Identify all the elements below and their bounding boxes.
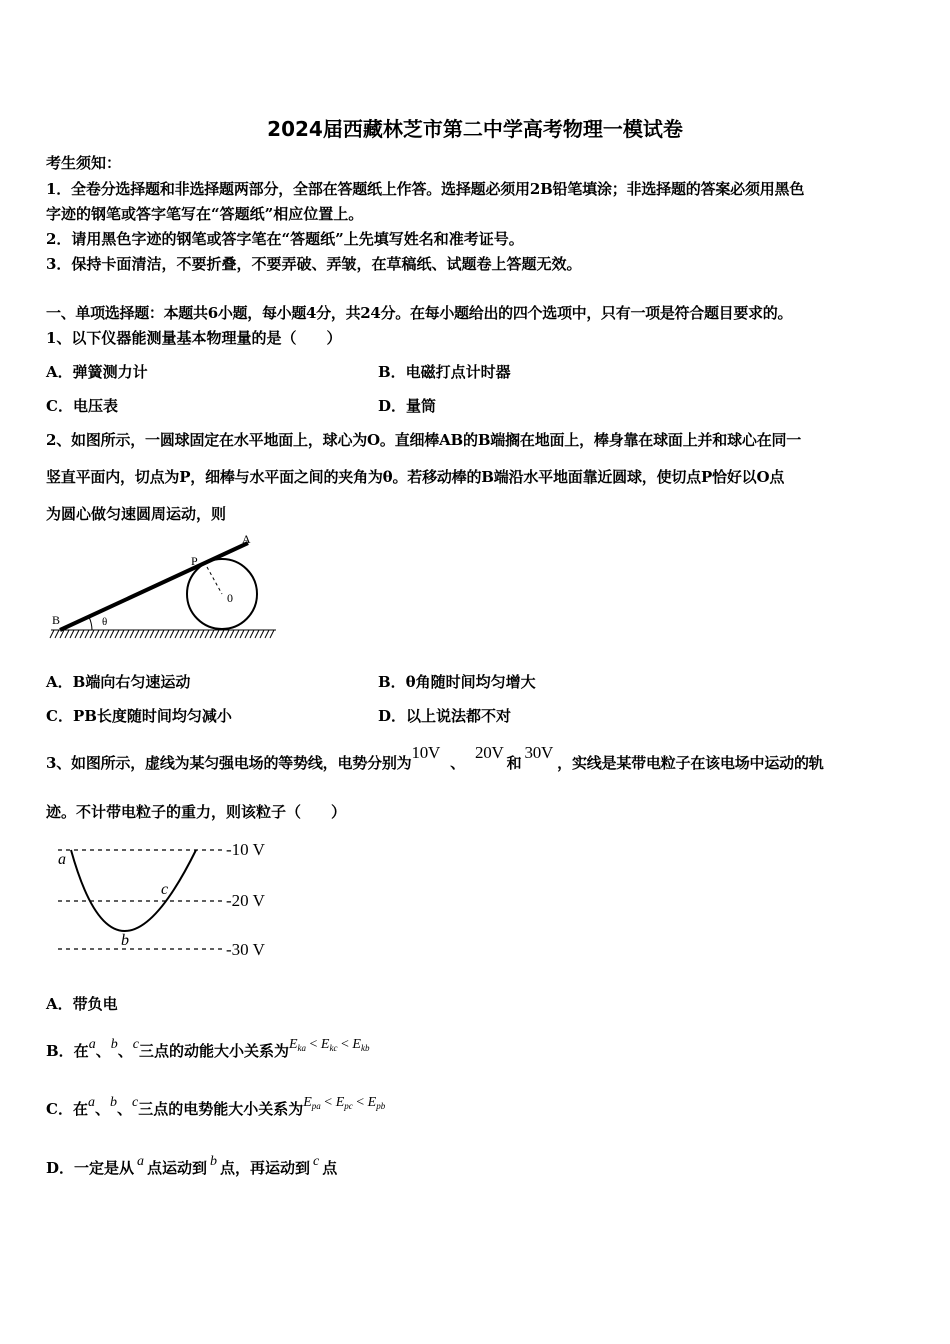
q3-stem-part-2: ，实线是某带电粒子在该电场中运动的轨	[557, 754, 824, 772]
q3-stem-part-1: 3、如图所示，虚线为某匀强电场的等势线，电势分别为	[46, 754, 412, 772]
q3-c-b: b	[109, 1095, 117, 1110]
hatch-mark	[110, 630, 114, 638]
q3-c-e2: E	[335, 1095, 345, 1110]
hatch-mark	[115, 630, 119, 638]
q3-c-e3: E	[367, 1095, 377, 1110]
hatch-mark	[255, 630, 259, 638]
hatch-mark	[75, 630, 79, 638]
page-title: 2024届西藏林芝市第二中学高考物理一模试卷	[267, 117, 683, 141]
q3-d-end: 点	[322, 1159, 338, 1177]
q3-b-a: a	[88, 1037, 96, 1052]
q1-option-a[interactable]: A．弹簧测力计	[46, 363, 148, 381]
hatch-mark	[240, 630, 244, 638]
hatch-mark	[135, 630, 139, 638]
hatch-mark	[250, 630, 254, 638]
hatch-mark	[50, 630, 54, 638]
notice-item-2: 2．请用黑色字迹的钢笔或答字笔在“答题纸”上先填写姓名和准考证号。	[46, 230, 524, 248]
label-minus-30v: -30 V	[226, 940, 265, 959]
q3-c-c: c	[131, 1095, 139, 1110]
q3-b-prefix: B．在	[46, 1042, 89, 1060]
hatch-mark	[170, 630, 174, 638]
q3-b-lt2: <	[337, 1037, 353, 1052]
hatch-mark	[90, 630, 94, 638]
notice-heading: 考生须知：	[46, 154, 122, 172]
q3-option-a[interactable]: A．带负电	[46, 995, 118, 1013]
q3-b-sep2: 、	[117, 1042, 133, 1060]
q3-c-sep2: 、	[116, 1100, 132, 1118]
hatch-mark	[120, 630, 124, 638]
hatch-mark	[215, 630, 219, 638]
q3-d-a: a	[137, 1154, 145, 1169]
hatch-mark	[140, 630, 144, 638]
hatch-mark	[230, 630, 234, 638]
hatch-mark	[200, 630, 204, 638]
point-a: a	[58, 851, 66, 868]
q2-stem-line-2: 竖直平面内，切点为P，细棒与水平面之间的夹角为θ。若移动棒的B端沿水平地面靠近圆球，使切点P恰好以O点	[46, 468, 785, 486]
q3-d-mid1: 点运动到	[147, 1159, 208, 1177]
hatch-mark	[130, 630, 134, 638]
hatch-mark	[235, 630, 239, 638]
q3-c-prefix: C．在	[46, 1100, 88, 1118]
hatch-mark	[225, 630, 229, 638]
q1-option-c[interactable]: C．电压表	[46, 397, 118, 415]
q2-option-a[interactable]: A．B端向右匀速运动	[46, 673, 191, 691]
hatch-mark	[105, 630, 109, 638]
label-theta: θ	[102, 616, 108, 628]
q2-figure-sphere-rod	[46, 530, 286, 645]
q3-option-b[interactable]	[46, 1037, 370, 1061]
hatch-mark	[100, 630, 104, 638]
hatch-mark	[150, 630, 154, 638]
hatch-mark	[245, 630, 249, 638]
hatch-mark	[210, 630, 214, 638]
label-minus-20v: -20 V	[226, 891, 265, 910]
q3-b-c: c	[132, 1037, 139, 1052]
q3-d-prefix: D．一定是从	[46, 1159, 135, 1177]
q3-c-sep1: 、	[94, 1100, 110, 1118]
q3-b-sub1: ka	[297, 1043, 307, 1053]
hatch-mark	[155, 630, 159, 638]
rod-ab	[60, 543, 248, 630]
potential-20v: 20V	[474, 743, 504, 762]
q3-b-sep1: 、	[95, 1042, 111, 1060]
point-b: b	[121, 932, 129, 949]
hatch-mark	[260, 630, 264, 638]
potential-30v: 30V	[524, 743, 554, 762]
notice-item-1-line-1: 1．全卷分选择题和非选择题两部分，全部在答题纸上作答。选择题必须用2B铅笔填涂；非选择题的答案必须用黑色	[46, 180, 805, 198]
notice-item-1-line-2: 字迹的钢笔或答字笔写在“答题纸”相应位置上。	[46, 205, 364, 223]
q2-stem-line-3: 为圆心做匀速圆周运动，则	[46, 505, 227, 523]
hatch-mark	[270, 630, 274, 638]
q3-figure-equipotential	[46, 832, 286, 967]
q3-b-sub3: kb	[360, 1043, 370, 1053]
q3-option-c[interactable]	[46, 1095, 386, 1119]
hatch-mark	[190, 630, 194, 638]
particle-trajectory	[71, 850, 196, 931]
q3-stem-line-2: 迹。不计带电粒子的重力，则该粒子（ ）	[46, 803, 347, 821]
separator-1: 、	[450, 754, 465, 772]
q3-b-e3: E	[352, 1037, 361, 1052]
hatch-mark	[80, 630, 84, 638]
hatch-mark	[205, 630, 209, 638]
hatch-mark	[220, 630, 224, 638]
hatch-mark	[165, 630, 169, 638]
q3-c-mid: 三点的电势能大小关系为	[138, 1100, 304, 1118]
q2-stem-line-1: 2、如图所示，一圆球固定在水平地面上，球心为O。直细棒AB的B端搁在地面上，棒身靠在球面上并和球心在同一	[46, 431, 802, 449]
potential-10v: 10V	[411, 743, 441, 762]
q3-b-relation	[289, 1037, 370, 1052]
q1-option-b[interactable]: B．电磁打点计时器	[378, 363, 511, 381]
hatch-mark	[185, 630, 189, 638]
separator-2: 和	[506, 754, 522, 772]
q3-b-mid: 三点的动能大小关系为	[138, 1042, 289, 1060]
q3-b-sub2: kc	[329, 1043, 338, 1053]
q1-option-d[interactable]: D．量筒	[378, 397, 437, 415]
hatch-mark	[55, 630, 59, 638]
q2-option-d[interactable]: D．以上说法都不对	[378, 707, 512, 725]
q2-option-b[interactable]: B．θ角随时间均匀增大	[378, 673, 536, 691]
q3-c-e1: E	[303, 1095, 312, 1110]
hatch-mark	[145, 630, 149, 638]
q3-b-b: b	[110, 1037, 118, 1052]
label-minus-10v: -10 V	[226, 840, 265, 859]
q3-c-relation	[303, 1095, 385, 1110]
q3-option-d[interactable]	[46, 1154, 338, 1178]
q2-option-c[interactable]: C．PB长度随时间均匀减小	[46, 707, 232, 725]
q3-d-b: b	[210, 1154, 218, 1169]
q3-d-c: c	[313, 1154, 320, 1169]
q3-c-lt1: <	[320, 1095, 336, 1110]
q3-b-e2: E	[320, 1037, 330, 1052]
hatch-mark	[125, 630, 129, 638]
q1-stem: 1、以下仪器能测量基本物理量的是（ ）	[46, 329, 342, 347]
q3-c-lt2: <	[352, 1095, 368, 1110]
notice-item-3: 3．保持卡面清洁，不要折叠，不要弄破、弄皱，在草稿纸、试题卷上答题无效。	[46, 255, 582, 273]
q3-stem-line-1	[46, 743, 824, 773]
q3-d-mid2: 点，再运动到	[220, 1159, 311, 1177]
point-c: c	[161, 881, 169, 898]
label-a: A	[242, 532, 251, 546]
section-heading: 一、单项选择题：本题共6小题，每小题4分，共24分。在每小题给出的四个选项中，只有一项是符合题目要求的。	[46, 304, 793, 322]
angle-arc	[89, 617, 92, 630]
q3-c-sub3: pb	[376, 1101, 386, 1111]
label-o: 0	[227, 591, 233, 605]
label-p: P	[191, 554, 198, 568]
q3-b-lt1: <	[306, 1037, 321, 1052]
q3-b-e1: E	[288, 1037, 298, 1052]
ground-hatching	[50, 630, 276, 638]
q3-c-sub1: pa	[311, 1101, 321, 1111]
hatch-mark	[265, 630, 269, 638]
q3-c-sub2: pc	[344, 1101, 353, 1111]
hatch-mark	[70, 630, 74, 638]
hatch-mark	[180, 630, 184, 638]
hatch-mark	[195, 630, 199, 638]
hatch-mark	[160, 630, 164, 638]
hatch-mark	[65, 630, 69, 638]
hatch-mark	[85, 630, 89, 638]
hatch-mark	[175, 630, 179, 638]
hatch-mark	[95, 630, 99, 638]
label-b: B	[52, 613, 61, 627]
q3-c-a: a	[87, 1095, 95, 1110]
radius-op	[207, 567, 222, 594]
